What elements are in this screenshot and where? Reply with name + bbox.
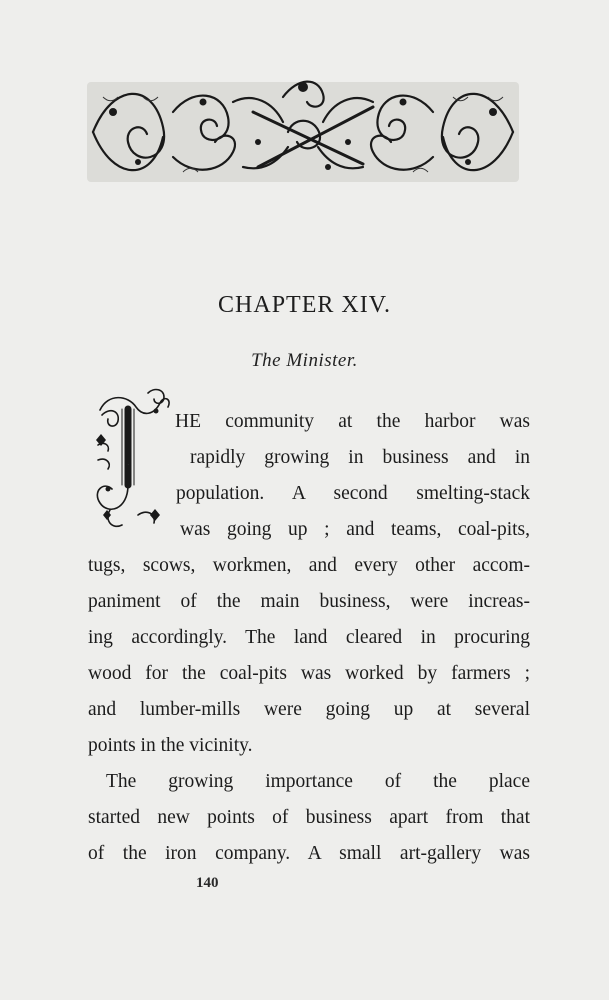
body-line: The growing importance of the place xyxy=(106,771,530,792)
body-line: population. A second smelting-stack xyxy=(176,483,530,504)
body-line: ing accordingly. The land cleared in procuring xyxy=(88,627,530,648)
body-line: and lumber-mills were going up at several xyxy=(88,699,530,720)
floral-headpiece-icon xyxy=(83,72,523,192)
body-line: of the iron company. A small art-gallery was xyxy=(88,843,530,864)
ornamental-initial-icon xyxy=(88,385,174,535)
body-line: tugs, scows, workmen, and every other accom- xyxy=(88,555,530,576)
body-line: HE community at the harbor was xyxy=(175,411,530,432)
chapter-heading: CHAPTER XIV. xyxy=(218,292,391,318)
body-line: rapidly growing in business and in xyxy=(190,447,530,468)
body-line: started new points of business apart from that xyxy=(88,807,530,828)
body-line: paniment of the main business, were increas- xyxy=(88,591,530,612)
chapter-title: The Minister. xyxy=(251,350,358,371)
body-line: was going up ; and teams, coal-pits, xyxy=(180,519,530,540)
body-line: wood for the coal-pits was worked by farmers ; xyxy=(88,663,530,684)
page-number: 140 xyxy=(196,875,219,891)
body-line: points in the vicinity. xyxy=(88,735,253,756)
dropcap-letter: T xyxy=(127,465,129,466)
